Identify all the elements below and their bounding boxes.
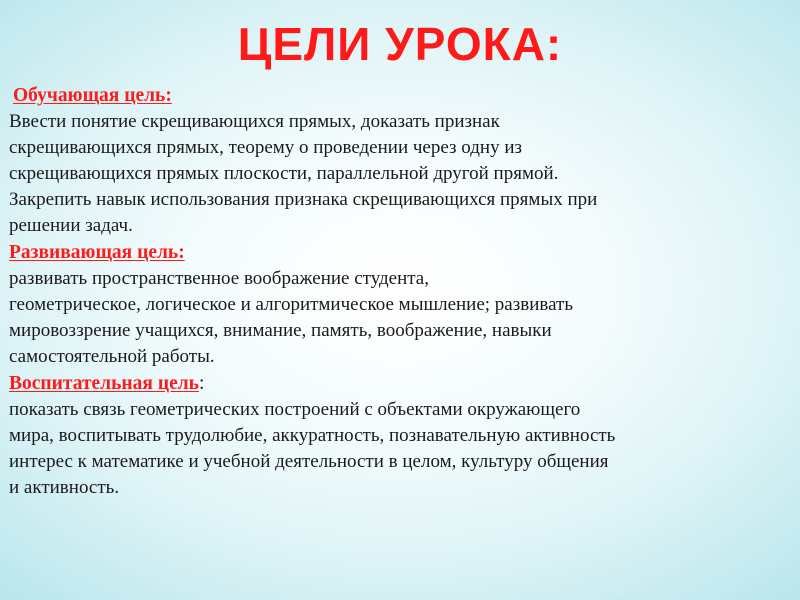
section-heading-developing: [9, 239, 794, 266]
educational-goal-line: и активность.: [9, 477, 120, 498]
section-heading-educational-text: Воспитательная цель: [9, 373, 199, 394]
educational-goal-line: интерес к математике и учебной деятельности в целом, культуру общения: [9, 451, 609, 472]
section-heading-developing-text: Развивающая цель:: [9, 242, 185, 263]
section-developing-goal: [9, 239, 794, 370]
educational-goal-line: показать связь геометрических построений с объектами окружающего: [9, 399, 581, 420]
teaching-goal-line: Закрепить навык использования признака скрещивающихся прямых при: [9, 189, 598, 210]
developing-goal-line: геометрическое, логическое и алгоритмическое мышление; развивать: [9, 294, 574, 315]
lesson-goals-body: [9, 82, 794, 501]
educational-goal-line: мира, воспитывать трудолюбие, аккуратность, познавательную активность: [9, 425, 616, 446]
developing-goal-line: самостоятельной работы.: [9, 346, 215, 367]
developing-goal-line: мировоззрение учащихся, внимание, память, воображение, навыки: [9, 320, 552, 341]
section-educational-goal: [9, 370, 794, 501]
developing-goal-line: развивать пространственное воображение студента,: [9, 268, 429, 289]
teaching-goal-line: решении задач.: [9, 215, 133, 236]
section-heading-educational: [9, 370, 794, 397]
section-heading-educational-colon: :: [198, 373, 205, 394]
section-heading-teaching-text: Обучающая цель:: [13, 85, 172, 106]
teaching-goal-line: скрещивающихся прямых, теорему о проведении через одну из: [9, 137, 522, 158]
slide-title: ЦЕЛИ УРОКА:: [237, 18, 563, 70]
section-teaching-goal: [9, 82, 794, 239]
teaching-goal-line: скрещивающихся прямых плоскости, параллельной другой прямой.: [9, 163, 559, 184]
teaching-goal-line: Ввести понятие скрещивающихся прямых, доказать признак: [9, 111, 500, 132]
section-heading-teaching: [9, 82, 794, 109]
